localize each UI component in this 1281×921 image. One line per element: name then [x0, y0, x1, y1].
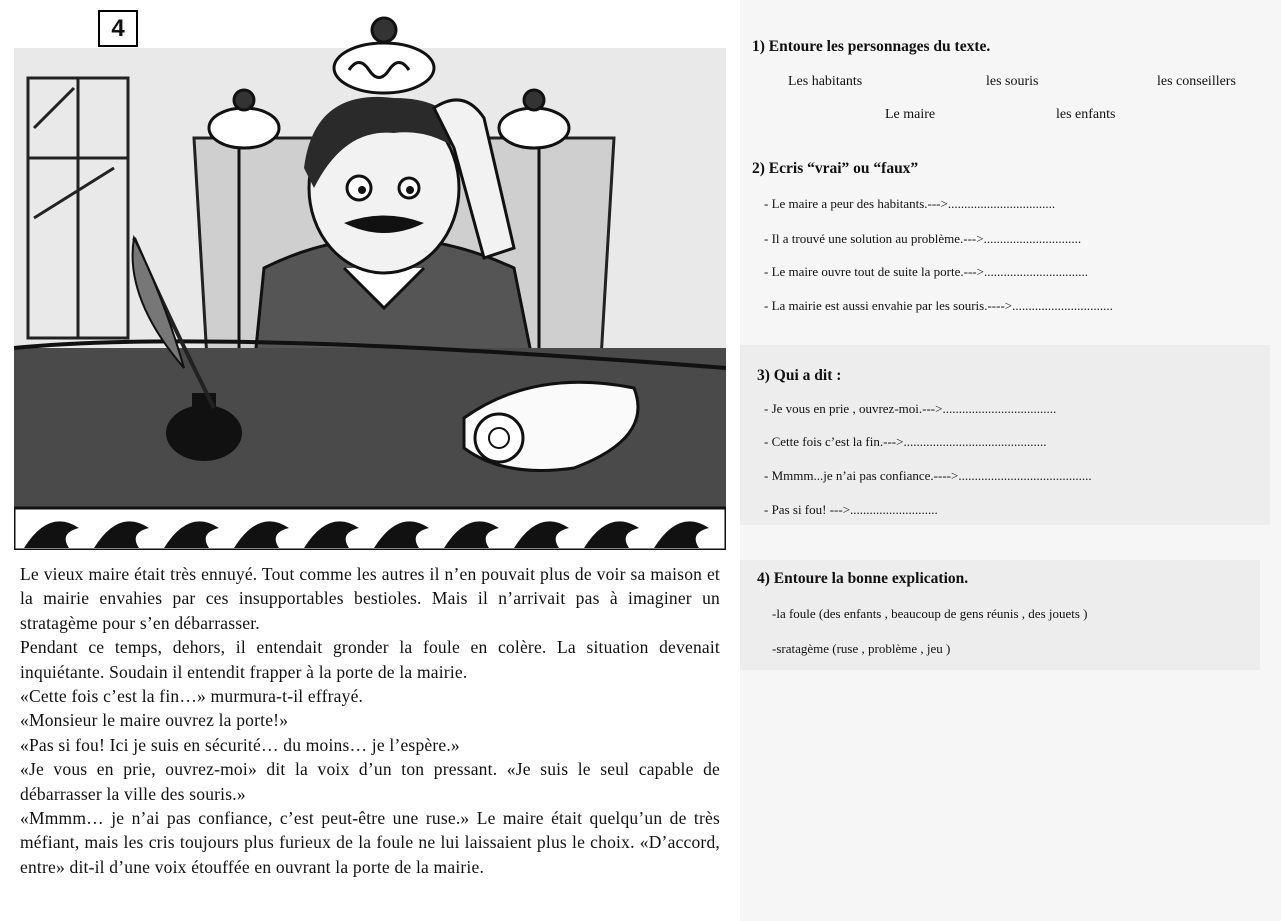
question-4-item[interactable]: -sratagème (ruse , problème , jeu ) — [772, 641, 951, 656]
option-les-souris[interactable]: les souris — [986, 74, 1039, 89]
story-paragraph: «Cette fois c’est la fin…» murmura-t-il effrayé. — [20, 686, 364, 707]
option-les-enfants[interactable]: les enfants — [1056, 107, 1116, 122]
question-3-item[interactable]: - Mmmm...je n’ai pas confiance.---->......................................... — [764, 468, 1092, 483]
story-paragraph: «Monsieur le maire ouvrez la porte!» — [20, 710, 289, 731]
question-2-item[interactable]: - Le maire a peur des habitants.--->................................. — [764, 196, 1056, 211]
story-paragraph: Pendant ce temps, dehors, il entendait gronder la foule en colère. La situation devenait inquiétante. Soudain il entendit frapper à la porte de la mairie. — [20, 637, 720, 682]
mayor-illustration — [14, 8, 726, 550]
question-4-title: 4) Entoure la bonne explication. — [757, 570, 969, 587]
question-2-item[interactable]: - Le maire ouvre tout de suite la porte.--->................................ — [764, 264, 1088, 279]
option-les-habitants[interactable]: Les habitants — [788, 74, 863, 89]
question-3-item[interactable]: - Cette fois c’est la fin.--->............................................ — [764, 434, 1047, 449]
story-paragraph: «Pas si fou! Ici je suis en sécurité… du moins… je l’espère.» — [20, 734, 460, 755]
question-4-item[interactable]: -la foule (des enfants , beaucoup de gens réunis , des jouets ) — [772, 606, 1088, 621]
question-3-title: 3) Qui a dit : — [757, 367, 842, 384]
question-2-title: 2) Ecris “vrai” ou “faux” — [752, 160, 919, 177]
story-paragraph: «Je vous en prie, ouvrez-moi» dit la voix d’un ton pressant. «Je suis le seul capable de débarrasser la ville des souris.» — [20, 759, 720, 804]
question-1-title: 1) Entoure les personnages du texte. — [752, 38, 991, 55]
story-paragraph: «Mmmm… je n’ai pas confiance, c’est peut-être une ruse.» Le maire était quelqu’un de très méfiant, mais les cris toujours plus furieux de la foule ne lui laissaient plus le choix. «D’accord, entre» dit-il d’une voix étouffée en ouvrant la porte de la mairie. — [20, 808, 720, 877]
question-2-item[interactable]: - Il a trouvé une solution au problème.--->.............................. — [764, 231, 1082, 246]
question-3-item[interactable]: - Pas si fou! --->........................... — [764, 502, 938, 517]
story-text — [20, 562, 720, 879]
story-paragraph: Le vieux maire était très ennuyé. Tout comme les autres il n’en pouvait plus de voir sa maison et la mairie envahies par ces insupportables bestioles. Mais il n’arrivait pas à imaginer un stratagème pour s’en débarrasser. — [20, 564, 720, 633]
page-number: 4 — [98, 10, 138, 47]
option-le-maire[interactable]: Le maire — [885, 107, 936, 122]
option-les-conseillers[interactable]: les conseillers — [1157, 74, 1236, 89]
question-3-item[interactable]: - Je vous en prie , ouvrez-moi.--->................................... — [764, 401, 1057, 416]
question-2-item[interactable]: - La mairie est aussi envahie par les souris.---->............................... — [764, 298, 1113, 313]
